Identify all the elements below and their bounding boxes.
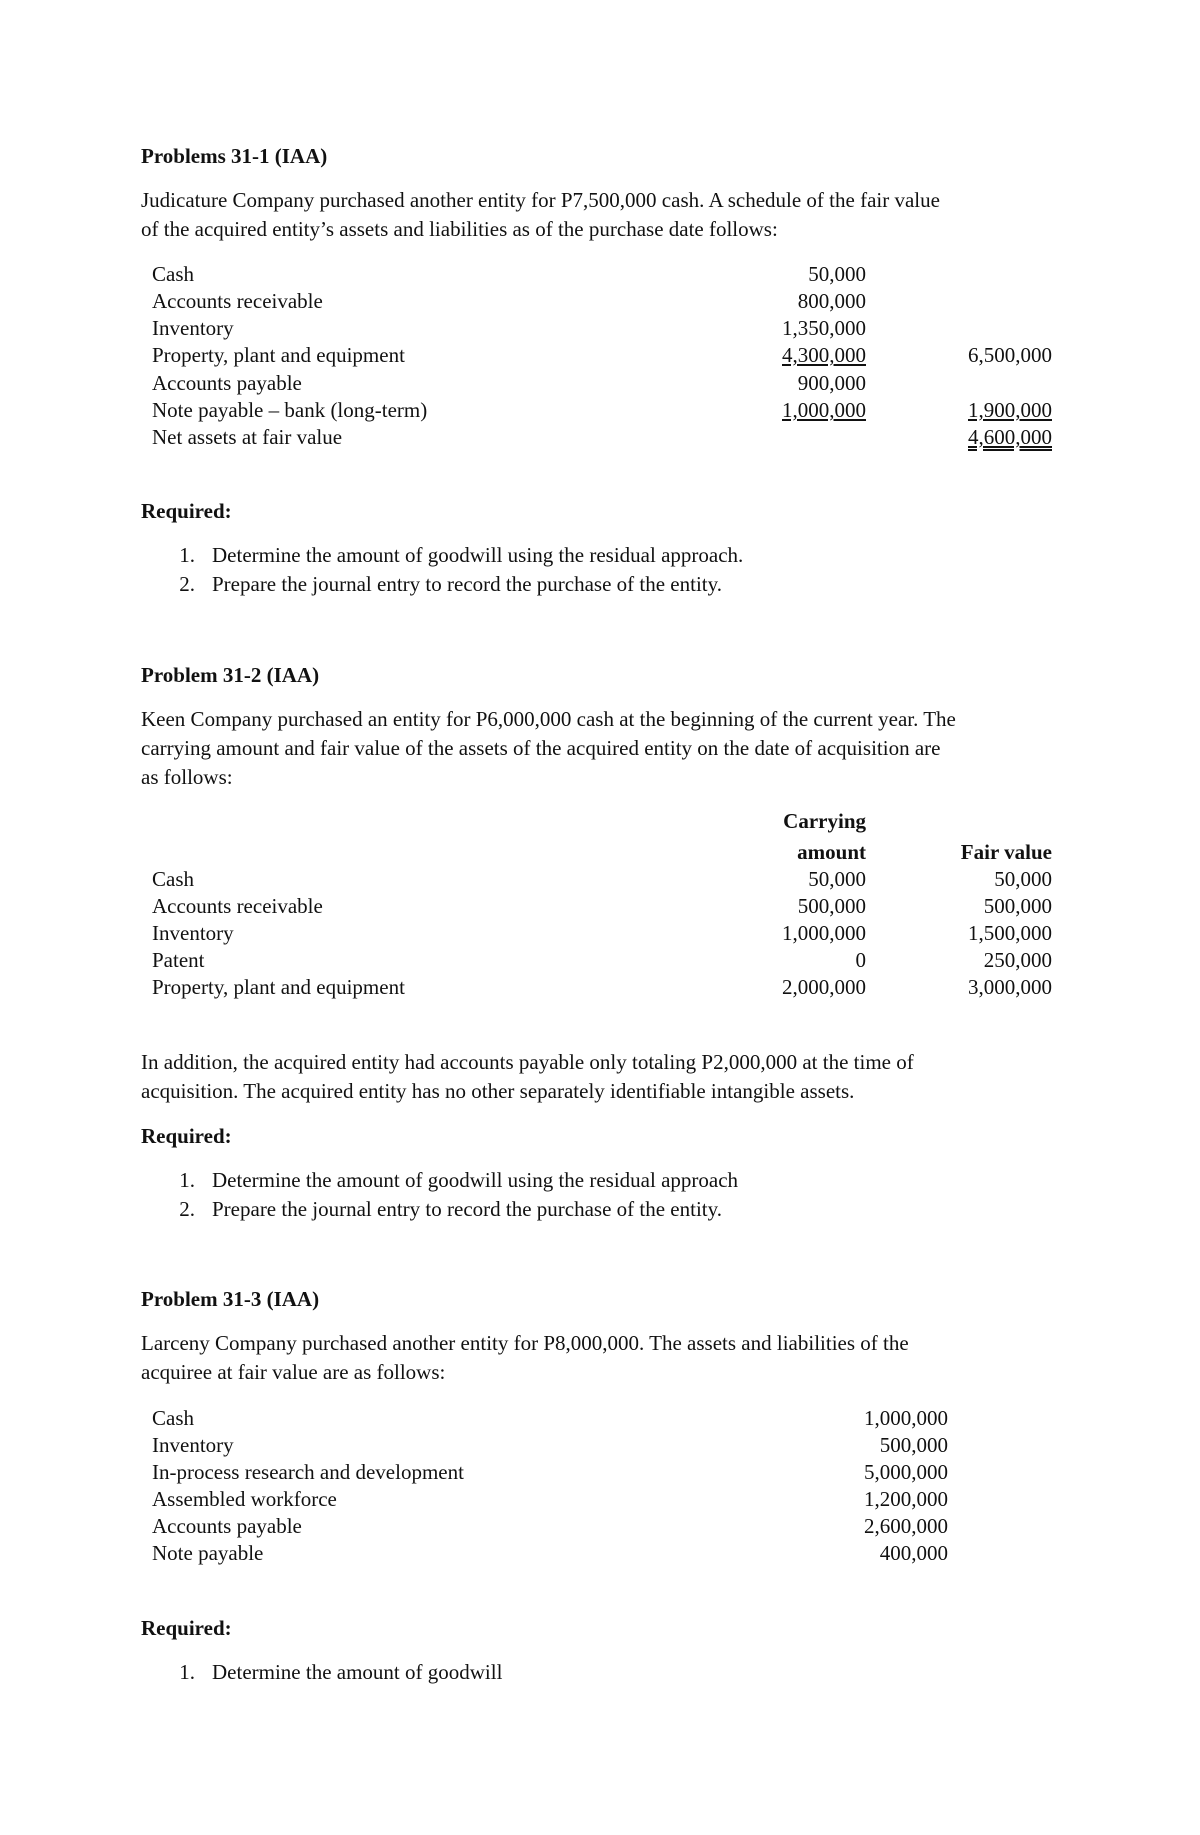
problem-1-required-label: Required:	[141, 499, 232, 523]
p1-row-label: Accounts payable	[152, 371, 302, 395]
p1-row-amount: 800,000	[797, 289, 866, 313]
p3-row-amount: 500,000	[879, 1433, 948, 1457]
p2-row-carrying: 2,000,000	[782, 975, 866, 999]
p3-row-label: Cash	[152, 1406, 194, 1430]
problem-3-intro-line-1: Larceny Company purchased another entity for P8,000,000. The assets and liabilities of the	[141, 1331, 909, 1355]
problem-3-required-label: Required:	[141, 1616, 232, 1640]
p3-row-amount: 2,600,000	[864, 1514, 948, 1538]
p3-row-label: Inventory	[152, 1433, 234, 1457]
p1-row-amount: 900,000	[797, 371, 866, 395]
p2-row-carrying: 500,000	[797, 894, 866, 918]
p3-row-amount: 1,000,000	[864, 1406, 948, 1430]
p3-row-label: Accounts payable	[152, 1514, 302, 1538]
p1-required-item: Determine the amount of goodwill using the residual approach.	[212, 543, 744, 567]
p2-row-fair: 50,000	[994, 867, 1052, 891]
p3-row-label: Assembled workforce	[152, 1487, 337, 1511]
problem-1-title: Problems 31-1 (IAA)	[141, 144, 328, 168]
p1-row-total: 1,900,000	[968, 398, 1052, 422]
problem-3-intro-line-2: acquiree at fair value are as follows:	[141, 1360, 446, 1384]
p1-row-label: Cash	[152, 262, 194, 286]
problem-2-intro-line-2: carrying amount and fair value of the assets of the acquired entity on the date of acquisition are	[141, 736, 941, 760]
p3-row-amount: 1,200,000	[864, 1487, 948, 1511]
problem-2-addition-line-1: In addition, the acquired entity had accounts payable only totaling P2,000,000 at the time of	[141, 1050, 914, 1074]
p2-row-carrying: 0	[855, 948, 866, 972]
p3-row-amount: 5,000,000	[864, 1460, 948, 1484]
p1-row-amount: 4,300,000	[782, 343, 866, 367]
problem-3-title: Problem 31-3 (IAA)	[141, 1287, 320, 1311]
p2-required-number: 1.	[179, 1168, 195, 1192]
p2-required-number: 2.	[179, 1197, 195, 1221]
p2-row-fair: 3,000,000	[968, 975, 1052, 999]
p2-required-item: Prepare the journal entry to record the purchase of the entity.	[212, 1197, 723, 1221]
p3-row-label: Note payable	[152, 1541, 264, 1565]
p2-row-label: Accounts receivable	[152, 894, 323, 918]
p2-row-label: Inventory	[152, 921, 234, 945]
p2-row-carrying: 1,000,000	[782, 921, 866, 945]
p1-row-amount: 1,350,000	[782, 316, 866, 340]
p1-row-label: Property, plant and equipment	[152, 343, 405, 367]
problem-2-title: Problem 31-2 (IAA)	[141, 663, 320, 687]
p1-row-amount: 1,000,000	[782, 398, 866, 422]
p1-row-label: Accounts receivable	[152, 289, 323, 313]
p3-required-number: 1.	[179, 1660, 195, 1684]
p1-required-number: 1.	[179, 543, 195, 567]
problem-2-required-label: Required:	[141, 1124, 232, 1148]
problem-2-addition-line-2: acquisition. The acquired entity has no other separately identifiable intangible assets.	[141, 1079, 855, 1103]
p2-header-carrying-1: Carrying	[783, 809, 866, 833]
p2-row-carrying: 50,000	[808, 867, 866, 891]
problem-1-intro-line-2: of the acquired entity’s assets and liabilities as of the purchase date follows:	[141, 217, 778, 241]
p2-row-label: Property, plant and equipment	[152, 975, 405, 999]
p2-header-carrying-2: amount	[797, 840, 866, 864]
p1-row-label: Inventory	[152, 316, 234, 340]
p1-row-label: Note payable – bank (long-term)	[152, 398, 428, 422]
p1-required-number: 2.	[179, 572, 195, 596]
p2-row-fair: 1,500,000	[968, 921, 1052, 945]
p2-required-item: Determine the amount of goodwill using the residual approach	[212, 1168, 739, 1192]
p2-row-label: Cash	[152, 867, 194, 891]
p3-row-amount: 400,000	[879, 1541, 948, 1565]
problem-1-intro-line-1: Judicature Company purchased another entity for P7,500,000 cash. A schedule of the fair value	[141, 188, 940, 212]
problem-2-intro-line-1: Keen Company purchased an entity for P6,000,000 cash at the beginning of the current year. The	[141, 707, 956, 731]
p2-row-label: Patent	[152, 948, 205, 972]
p1-row-total: 4,600,000	[968, 425, 1052, 449]
p1-row-amount: 50,000	[808, 262, 866, 286]
p2-row-fair: 500,000	[983, 894, 1052, 918]
p1-required-item: Prepare the journal entry to record the purchase of the entity.	[212, 572, 723, 596]
p3-row-label: In-process research and development	[152, 1460, 464, 1484]
p2-row-fair: 250,000	[983, 948, 1052, 972]
p1-row-total: 6,500,000	[968, 343, 1052, 367]
p3-required-item: Determine the amount of goodwill	[212, 1660, 503, 1684]
problem-2-intro-line-3: as follows:	[141, 765, 233, 789]
p2-header-fair-value: Fair value	[960, 840, 1052, 864]
p1-row-label: Net assets at fair value	[152, 425, 343, 449]
